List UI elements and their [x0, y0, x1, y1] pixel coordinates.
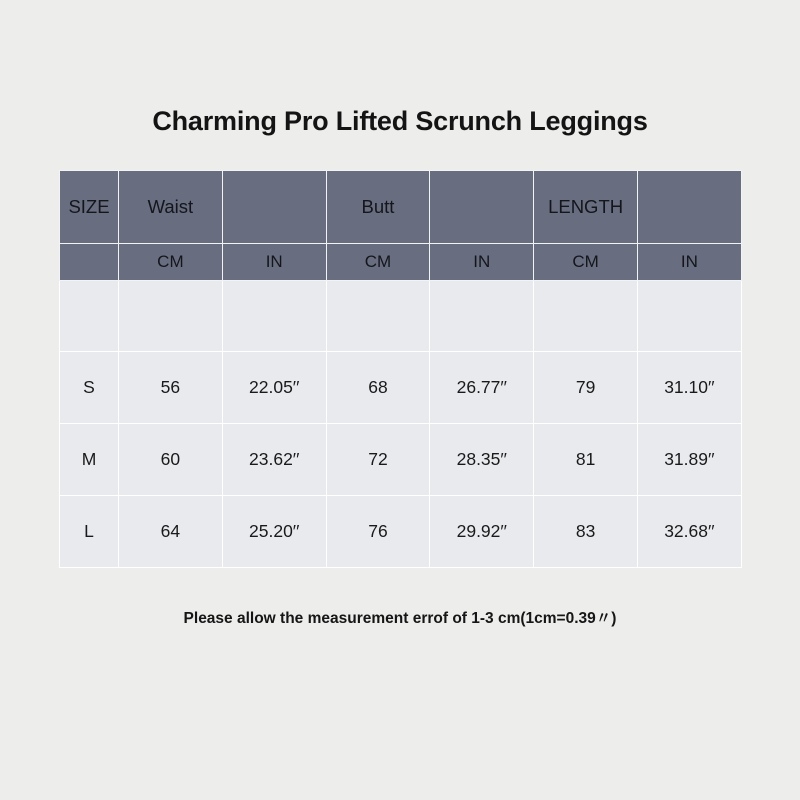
- unit-length-cm: CM: [534, 244, 638, 281]
- page-title: Charming Pro Lifted Scrunch Leggings: [152, 106, 648, 136]
- cell-length-cm: 83: [534, 496, 638, 568]
- header-butt: Butt: [326, 171, 430, 244]
- table-row: [60, 496, 742, 568]
- measurement-disclaimer: Please allow the measurement errof of 1-3 cm(1cm=0.39〃): [183, 610, 617, 627]
- cell-length-in: 31.10′′: [637, 352, 741, 424]
- cell-size: L: [60, 496, 119, 568]
- cell-butt-cm: 68: [326, 352, 430, 424]
- size-chart-table: [59, 170, 742, 568]
- header-size: SIZE: [60, 171, 119, 244]
- cell-length-cm: 79: [534, 352, 638, 424]
- cell-waist-in: 22.05′′: [222, 352, 326, 424]
- cell-waist-cm: 64: [119, 496, 223, 568]
- spacer-cell: [326, 281, 430, 352]
- table-header-unit-row: [60, 244, 742, 281]
- spacer-cell: [60, 281, 119, 352]
- table-spacer-row: [60, 281, 742, 352]
- cell-size: S: [60, 352, 119, 424]
- spacer-cell: [637, 281, 741, 352]
- cell-length-cm: 81: [534, 424, 638, 496]
- header-butt-blank: [430, 171, 534, 244]
- cell-waist-in: 23.62′′: [222, 424, 326, 496]
- unit-waist-cm: CM: [119, 244, 223, 281]
- unit-waist-in: IN: [222, 244, 326, 281]
- cell-waist-cm: 56: [119, 352, 223, 424]
- spacer-cell: [222, 281, 326, 352]
- spacer-cell: [430, 281, 534, 352]
- cell-length-in: 31.89′′: [637, 424, 741, 496]
- header-waist-blank: [222, 171, 326, 244]
- table-row: [60, 424, 742, 496]
- cell-butt-cm: 72: [326, 424, 430, 496]
- unit-length-in: IN: [637, 244, 741, 281]
- cell-butt-in: 29.92′′: [430, 496, 534, 568]
- header-length: LENGTH: [534, 171, 638, 244]
- cell-waist-in: 25.20′′: [222, 496, 326, 568]
- unit-size-blank: [60, 244, 119, 281]
- table-row: [60, 352, 742, 424]
- table-header-group-row: [60, 171, 742, 244]
- cell-length-in: 32.68′′: [637, 496, 741, 568]
- unit-butt-in: IN: [430, 244, 534, 281]
- header-length-blank: [637, 171, 741, 244]
- cell-butt-in: 26.77′′: [430, 352, 534, 424]
- cell-butt-cm: 76: [326, 496, 430, 568]
- cell-waist-cm: 60: [119, 424, 223, 496]
- cell-butt-in: 28.35′′: [430, 424, 534, 496]
- spacer-cell: [534, 281, 638, 352]
- unit-butt-cm: CM: [326, 244, 430, 281]
- cell-size: M: [60, 424, 119, 496]
- spacer-cell: [119, 281, 223, 352]
- header-waist: Waist: [119, 171, 223, 244]
